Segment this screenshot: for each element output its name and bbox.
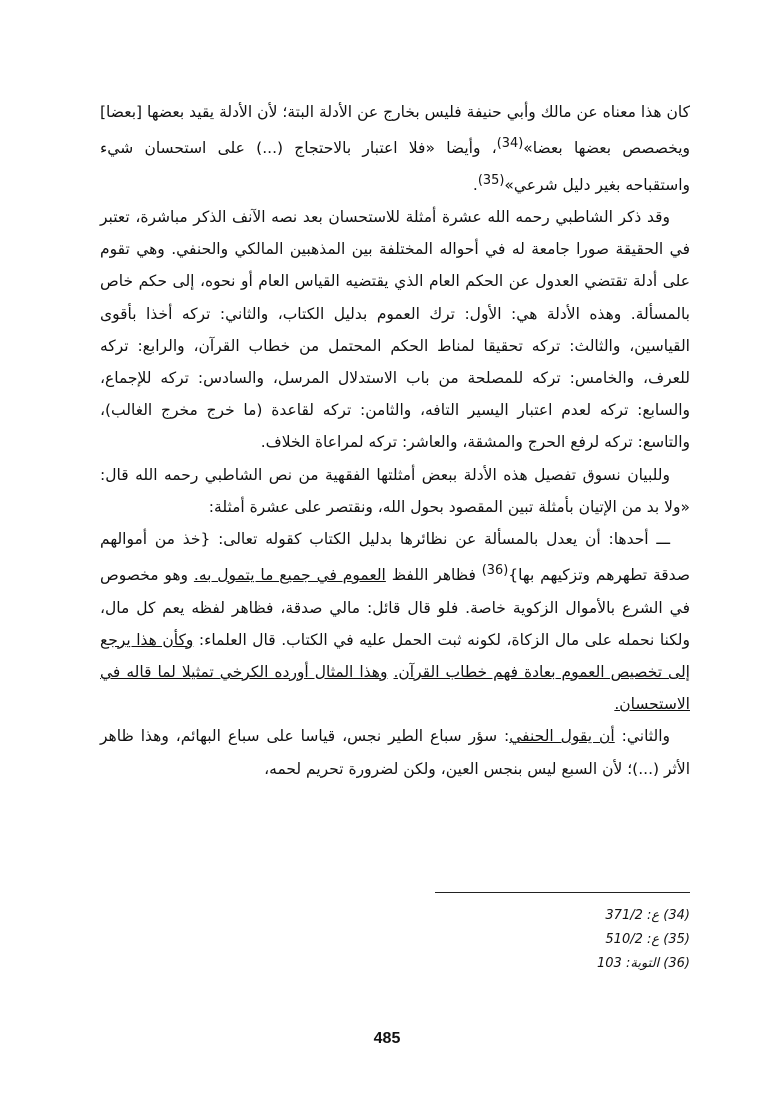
paragraph-5-text-a: والثاني: [614, 727, 671, 746]
footnote-number: (35) [663, 932, 690, 947]
footnote-ref-34: (34) [496, 136, 524, 152]
footnote-text: ع: 371/2 [605, 908, 660, 923]
paragraph-1-text-2: ، وأيضا «فلا اعتبار بالاحتجاج (...) على استحسان شيء واستقباحه بغير دليل شرعي» [100, 139, 690, 194]
underlined-phrase-4: أن يقول الحنفي [509, 727, 615, 746]
footnote-35 [560, 928, 690, 952]
paragraph-1 [100, 96, 690, 201]
underlined-phrase-3: وهذا المثال أورده الكرخي تمثيلا لما قاله في الاستحسان. [100, 662, 690, 714]
footnote-number: (36) [663, 956, 690, 971]
paragraph-4 [100, 523, 690, 720]
paragraph-2: وقد ذكر الشاطبي رحمه الله عشرة أمثلة للاستحسان بعد نصه الآنف الذكر مباشرة، تعتبر في الحقيقة صورا جامعة له في أحواله المختلفة بين المذهبين المالكي والحنفي. وهي تقوم على أدلة تقتضي العدول عن الحكم العام الذي يقتضيه القياس العام أو نحوه، إلى حكم خاص بالمسألة. وهذه الأدلة هي: الأول: ترك العموم بدليل الكتاب، والثاني: تركه أخذا بأقوى القياسين، والثالث: تركه تحقيقا لمناط الحكم المحتمل من خطاب القرآن، والرابع: تركه للعرف، والخامس: تركه للمصلحة من باب الاستدلال المرسل، والسادس: تركه للإجماع، والسابع: تركه لعدم اعتبار اليسير التافه، والثامن: تركه لقاعدة (ما خرج مخرج الغالب)، والتاسع: تركه لرفع الحرج والمشقة، والعاشر: تركه لمراعاة الخلاف. [100, 207, 690, 452]
footnote-divider [435, 892, 690, 893]
paragraph-1-end: . [472, 175, 478, 194]
footnotes [560, 904, 690, 976]
paragraph-4-text-c: وهو مخصوص في الشرع بالأموال الزكوية خاصة. فلو قال قائل: مالي صدقة، فظاهر لفظه يعم كل مال، ولكنا نحمله على مال الزكاة، لكونه ثبت الحمل عليه في الكتاب. قال العلماء: [100, 566, 690, 649]
footnote-text: التوبة: 103 [597, 956, 660, 971]
footnote-text: ع: 510/2 [605, 932, 660, 947]
underlined-phrase-1: العموم في جميع ما يتمول به. [193, 566, 386, 585]
footnote-36 [560, 952, 690, 976]
page-number: 485 [373, 1030, 401, 1047]
underlined-phrase-2: وكأن هذا يرجع إلى تخصيص العموم بعادة فهم خطاب القرآن. [100, 630, 690, 681]
footnote-ref-36: (36) [481, 563, 509, 579]
footnote-ref-35: (35) [477, 172, 505, 188]
body-text [100, 96, 690, 785]
footnote-34 [560, 904, 690, 928]
paragraph-4-text-b: فظاهر اللفظ [385, 566, 482, 585]
paragraph-3: وللبيان نسوق تفصيل هذه الأدلة ببعض أمثلتها الفقهية من نص الشاطبي رحمه الله قال: «ولا بد من الإتيان بأمثلة تبين المقصود بحول الله، ونقتصر على عشرة أمثلة: [100, 465, 690, 516]
paragraph-5-text-b: : سؤر سباع الطير نجس، قياسا على سباع البهائم، وهذا ظاهر الأثر (...)؛ لأن السبع ليس بنجس العين، ولكن لضرورة تحريم لحمه، [100, 727, 690, 778]
paragraph-5 [100, 720, 690, 784]
paragraph-4-text-a: ـــ أحدها: أن يعدل بالمسألة عن نظائرها بدليل الكتاب كقوله تعالى: {خذ من أموالهم صدقة تطهرهم وتزكيهم بها} [100, 529, 690, 585]
paragraph-1-text: كان هذا معناه عن مالك وأبي حنيفة فليس بخارج عن الأدلة البتة؛ لأن الأدلة يقيد بعضها [بعضا] ويخصصص بعضها بعضا» [100, 103, 690, 158]
footnote-number: (34) [663, 908, 690, 923]
